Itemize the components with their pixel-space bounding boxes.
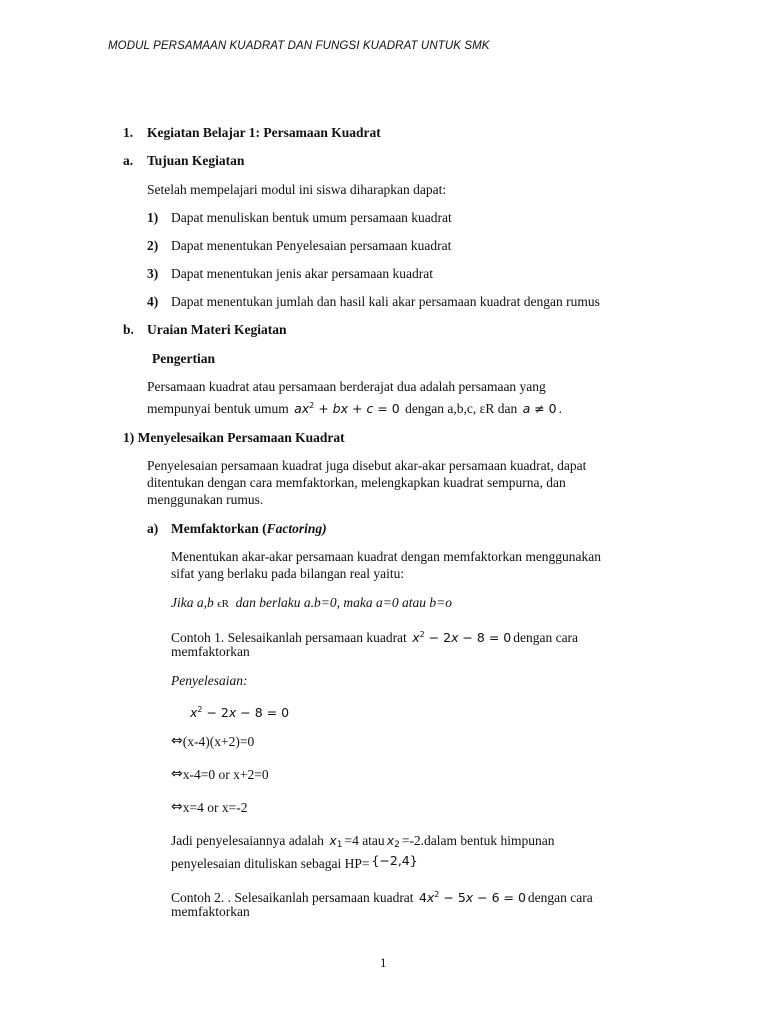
- example-2-line-2: memfaktorkan: [171, 904, 250, 919]
- iff-arrow-icon: ⇔: [171, 766, 183, 782]
- general-form-equation: $ax^2$ + bx + c = 0: [294, 401, 400, 416]
- example-2-line-1: Contoh 2. . Selesaikanlah persamaan kuadrat $4x^2 - 5x - 6 = 0$ dengan cara: [171, 886, 593, 906]
- solution-step: ⇔x=4 or x=-2: [171, 799, 248, 815]
- memfaktorkan-line-2: sifat yang berlaku pada bilangan real yaitu:: [171, 566, 405, 581]
- page-number: 1: [380, 955, 387, 970]
- pengertian-line-1: Persamaan kuadrat atau persamaan berderajat dua adalah persamaan yang: [147, 379, 546, 394]
- running-header: MODUL PERSAMAAN KUADRAT DAN FUNGSI KUADRAT UNTUK SMK: [108, 40, 490, 52]
- conclusion-line-2: penyelesaian dituliskan sebagai HP= {−2,4}: [171, 853, 418, 871]
- pengertian-heading: Pengertian: [152, 351, 215, 366]
- iff-arrow-icon: ⇔: [171, 799, 183, 815]
- solution-set: {−2,4}: [371, 853, 418, 868]
- section-heading: 1. Kegiatan Belajar 1: Persamaan Kuadrat: [123, 125, 381, 140]
- pengertian-line-2: mempunyai bentuk umum $ax^2$ + bx + c = 0 dengan a,b,c, εR dan a ≠ 0 .: [147, 397, 562, 417]
- example-1-line-1: Contoh 1. Selesaikanlah persamaan kuadrat $x^2 - 2x - 8 = 0$ dengan cara: [171, 626, 578, 646]
- a-not-zero-equation: a ≠ 0: [522, 401, 557, 416]
- section-heading-1: 1) Menyelesaikan Persamaan Kuadrat: [123, 430, 345, 445]
- subsection-heading-b: b. Uraian Materi Kegiatan: [123, 322, 287, 337]
- memfaktorkan-line-1: Menentukan akar-akar persamaan kuadrat dengan memfaktorkan menggunakan: [171, 549, 602, 564]
- solution-step: ⇔x-4=0 or x+2=0: [171, 766, 269, 782]
- property-statement: Jika a,b ϵR dan berlaku a.b=0, maka a=0 atau b=o: [171, 595, 452, 610]
- conclusion-line-1: Jadi penyelesaiannya adalah x1 =4 atau x2 =-2.dalam bentuk himpunan: [171, 833, 555, 850]
- iff-arrow-icon: ⇔: [171, 733, 183, 749]
- example-1-equation: $x^2 - 2x - 8 = 0$: [412, 630, 512, 645]
- goal-item: 4) Dapat menentukan jumlah dan hasil kali akar persamaan kuadrat dengan rumus: [147, 294, 600, 309]
- solution-step: ⇔(x-4)(x+2)=0: [171, 733, 255, 749]
- intro-text: Setelah mempelajari modul ini siswa diharapkan dapat:: [147, 182, 447, 197]
- example-2-equation: $4x^2 - 5x - 6 = 0$: [418, 890, 526, 905]
- penyelesaian-line-3: menggunakan rumus.: [147, 492, 264, 507]
- goal-item: 1) Dapat menuliskan bentuk umum persamaan kuadrat: [147, 210, 452, 225]
- penyelesaian-line-2: ditentukan dengan cara memfaktorkan, melengkapkan kuadrat sempurna, dan: [147, 475, 566, 490]
- goal-item: 2) Dapat menentukan Penyelesaian persamaan kuadrat: [147, 238, 452, 253]
- example-1-line-2: memfaktorkan: [171, 644, 250, 659]
- solution-equation: $x^2 - 2x - 8 = 0$: [190, 705, 290, 720]
- penyelesaian-line-1: Penyelesaian persamaan kuadrat juga disebut akar-akar persamaan kuadrat, dapat: [147, 458, 587, 473]
- goal-item: 3) Dapat menentukan jenis akar persamaan kuadrat: [147, 266, 434, 281]
- subsection-heading-a: a. Tujuan Kegiatan: [123, 153, 245, 168]
- sub-heading-memfaktorkan: a) Memfaktorkan (Factoring): [147, 521, 327, 536]
- solution-label: Penyelesaian:: [171, 673, 248, 688]
